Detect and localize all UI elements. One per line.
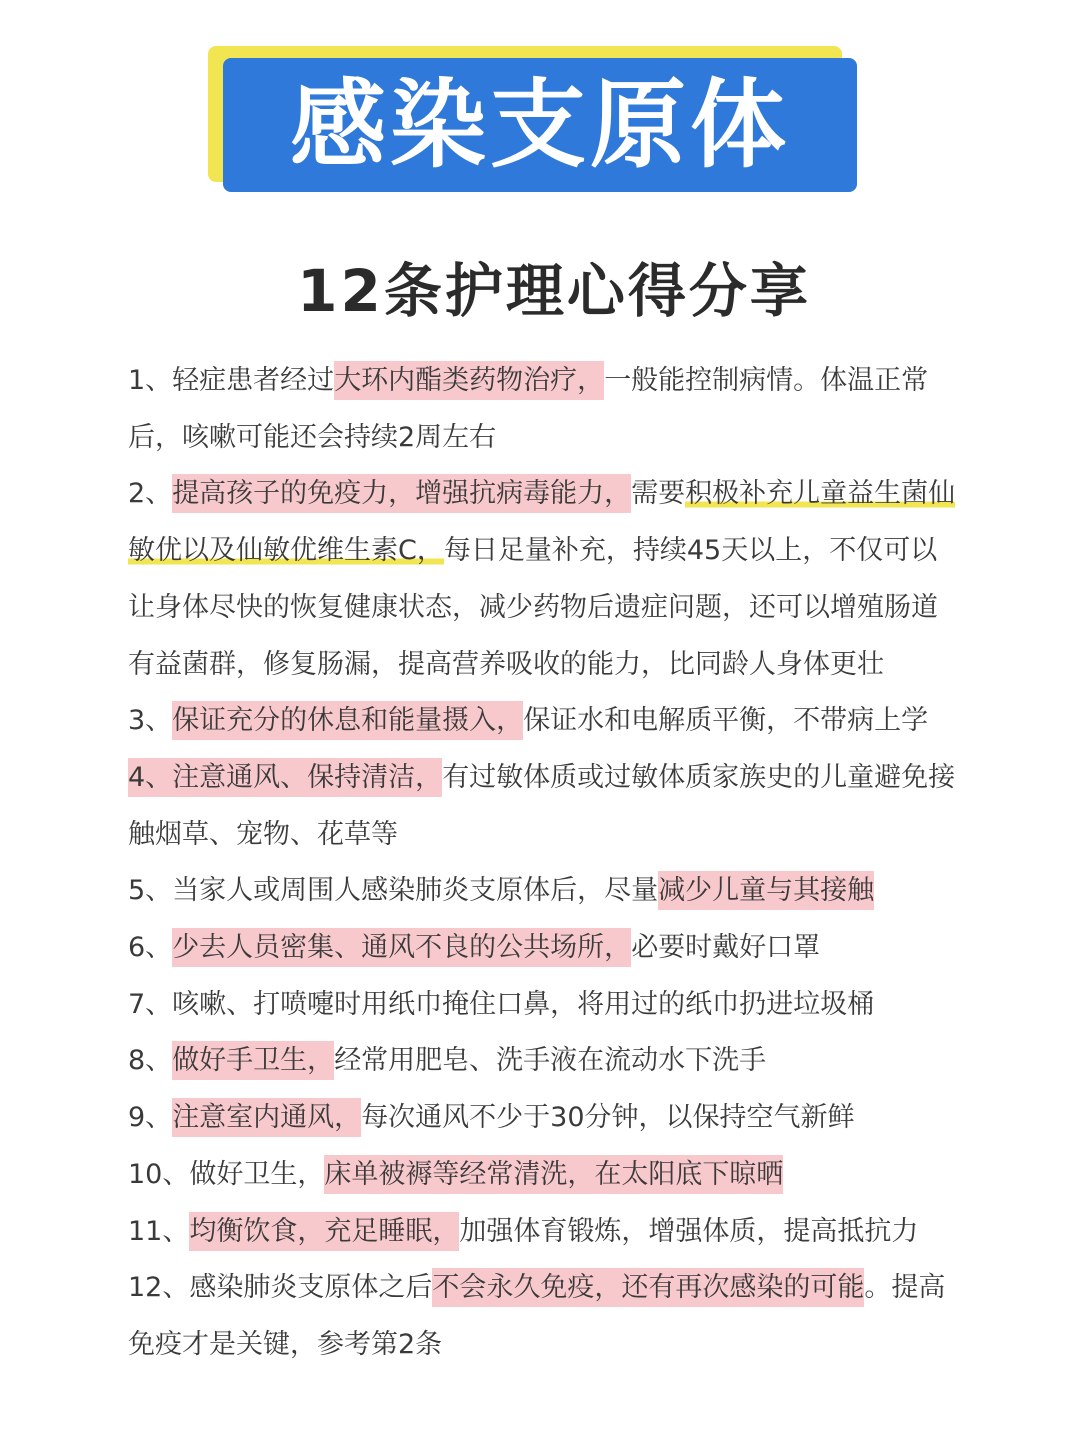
item-highlight: 保证充分的休息和能量摄入， xyxy=(172,701,523,740)
page-title: 感染支原体 xyxy=(290,69,790,181)
item-underline: 积极补充儿童益生菌仙敏优以及仙敏优维生素C， xyxy=(128,474,955,570)
list-item-7 xyxy=(128,977,958,1034)
list-item-8 xyxy=(128,1033,958,1090)
item-text: 12、感染肺炎支原体之后 xyxy=(128,1272,433,1304)
item-highlight: 4、注意通风、保持清洁， xyxy=(128,758,442,797)
item-text: 每次通风不少于30分钟，以保持空气新鲜 xyxy=(361,1102,855,1134)
tips-list xyxy=(128,353,958,1374)
item-text: 一般能控制病情。体温正常后，咳嗽可能还会持续2周左右 xyxy=(128,365,929,453)
list-item-12 xyxy=(128,1260,958,1373)
item-text: 10、做好卫生， xyxy=(128,1158,325,1190)
item-text: 3、 xyxy=(128,705,173,737)
item-text: 1、轻症患者经过 xyxy=(128,365,335,396)
list-item-4 xyxy=(128,750,958,863)
item-highlight: 大环内酯类药物治疗， xyxy=(334,361,604,400)
item-text: 8、 xyxy=(128,1045,173,1077)
title-banner xyxy=(208,46,858,194)
item-text: 2、 xyxy=(128,478,173,510)
list-item-9 xyxy=(128,1090,958,1147)
item-text: 有过敏体质或过敏体质家族史的儿童避免接触烟草、宠物、花草等 xyxy=(128,761,956,850)
item-text: 加强体育锻炼，增强体质，提高抵抗力 xyxy=(459,1215,919,1247)
item-highlight: 注意室内通风， xyxy=(172,1098,361,1137)
item-text: 7、咳嗽、打喷嚏时用纸巾掩住口鼻，将用过的纸巾扔进垃圾桶 xyxy=(128,988,875,1020)
item-text: 6、 xyxy=(128,932,173,964)
list-item-6 xyxy=(128,920,958,977)
list-item-1 xyxy=(128,353,958,466)
item-text: 11、 xyxy=(128,1215,190,1247)
list-item-5 xyxy=(128,863,958,920)
list-item-10 xyxy=(128,1147,958,1204)
item-highlight: 均衡饮食，充足睡眠， xyxy=(189,1212,459,1251)
item-text: 需要 xyxy=(631,478,686,510)
list-item-2 xyxy=(128,466,958,693)
item-highlight: 减少儿童与其接触 xyxy=(658,871,874,910)
page-subtitle: 12条护理心得分享 xyxy=(297,257,811,325)
item-text: 每日足量补充，持续45天以上，不仅可以让身体尽快的恢复健康状态，减少药物后遗症问题，还可以增殖肠道有益菌群，修复肠漏，提高营养吸收的能力，比同龄人身体更壮 xyxy=(128,535,938,680)
item-text: 经常用肥皂、洗手液在流动水下洗手 xyxy=(334,1045,767,1077)
item-highlight: 做好手卫生， xyxy=(172,1041,334,1080)
banner-blue-box xyxy=(223,58,857,192)
item-text: 9、 xyxy=(128,1102,173,1134)
item-text: 必要时戴好口罩 xyxy=(631,932,821,964)
list-item-3 xyxy=(128,693,958,750)
list-item-11 xyxy=(128,1204,958,1261)
item-highlight: 少去人员密集、通风不良的公共场所， xyxy=(172,928,631,967)
item-text: 。提高免疫才是关键，参考第2条 xyxy=(128,1272,946,1360)
item-highlight: 提高孩子的免疫力，增强抗病毒能力， xyxy=(172,474,631,513)
item-text: 5、当家人或周围人感染肺炎支原体后，尽量 xyxy=(128,875,659,907)
item-highlight: 床单被褥等经常清洗，在太阳底下晾晒 xyxy=(324,1155,783,1194)
item-highlight: 不会永久免疫，还有再次感染的可能 xyxy=(432,1268,864,1307)
item-text: 保证水和电解质平衡，不带病上学 xyxy=(523,705,929,737)
